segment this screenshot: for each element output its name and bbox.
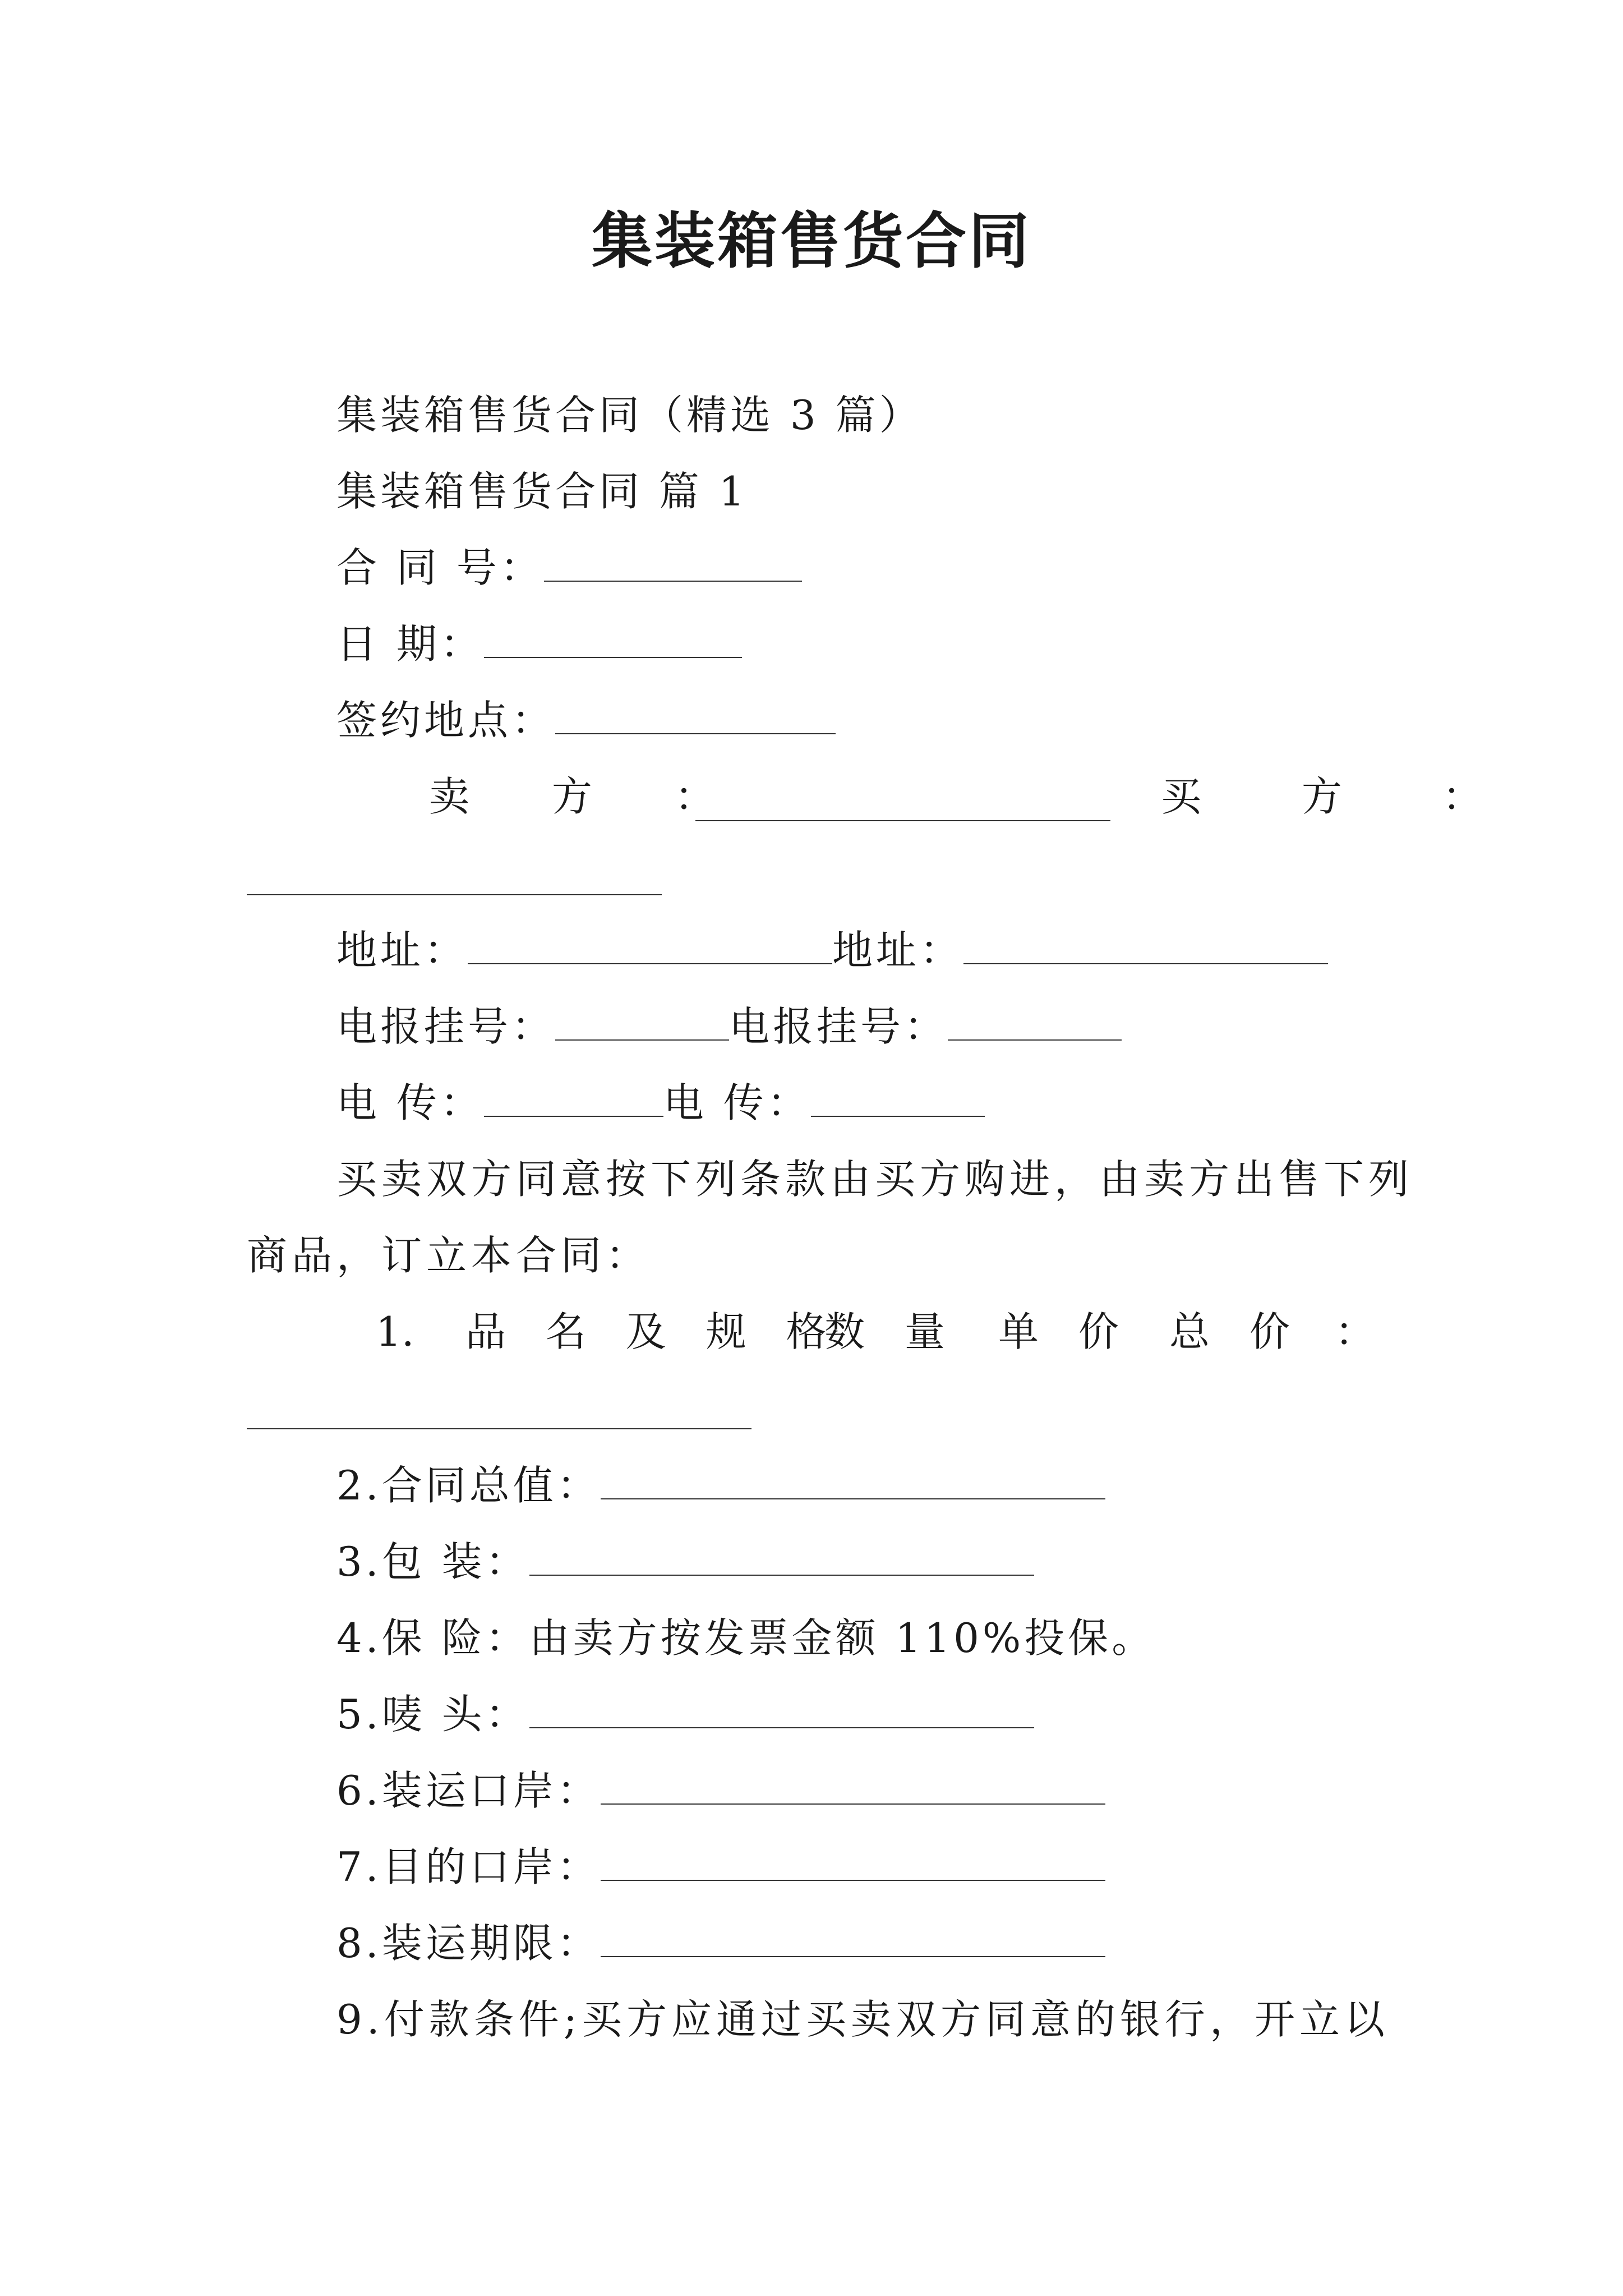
- seller-blank[interactable]: [695, 785, 1110, 821]
- item8-blank[interactable]: [601, 1921, 1105, 1957]
- seller-address-label: 地址：: [336, 927, 468, 974]
- item9-line: 9.付款条件;买方应通过买卖双方同意的银行，开立以: [336, 1996, 1389, 2043]
- contract-no-row: [336, 540, 802, 596]
- item5-blank[interactable]: [529, 1692, 1034, 1728]
- item7-row: [336, 1839, 1105, 1895]
- item1-total-price: 总 价: [1169, 1308, 1303, 1355]
- sign-place-label: 签约地点：: [336, 697, 556, 744]
- item8-label: 8.装运期限：: [336, 1920, 601, 1967]
- item1-number: 1.: [376, 1308, 414, 1355]
- seller-telegram-label: 电报挂号：: [336, 1003, 556, 1050]
- sign-place-row: [336, 692, 836, 748]
- fax-row: [336, 1075, 985, 1131]
- item1-unit-price: 单 价: [998, 1308, 1132, 1355]
- buyer-telegram-blank[interactable]: [948, 1005, 1122, 1041]
- contract-no-blank[interactable]: [544, 546, 802, 582]
- item4-line: 4.保 险：由卖方按发票金额 110%投保。: [336, 1614, 1156, 1662]
- item3-blank[interactable]: [529, 1540, 1034, 1576]
- buyer-address-blank[interactable]: [963, 928, 1328, 964]
- buyer-address-label: 地址：: [832, 927, 964, 974]
- item5-label: 5.唛 头：: [336, 1691, 529, 1738]
- item2-row: [336, 1457, 1105, 1513]
- part-heading: 集装箱售货合同 篇 1: [336, 468, 748, 515]
- item6-label: 6.装运口岸：: [336, 1767, 601, 1814]
- buyer-fax-blank[interactable]: [811, 1081, 985, 1117]
- date-label: 日 期：: [336, 620, 484, 668]
- item2-blank[interactable]: [601, 1464, 1105, 1499]
- contract-no-label: 合 同 号：: [336, 544, 544, 591]
- address-row: [336, 922, 1328, 978]
- document-title: 集装箱售货合同: [591, 206, 1031, 277]
- item1-quantity: 数 量: [824, 1308, 958, 1355]
- item1-name-spec: 品 名 及 规 格: [465, 1308, 840, 1355]
- telegram-row: [336, 999, 1122, 1055]
- seller-address-blank[interactable]: [468, 928, 832, 964]
- item6-blank[interactable]: [601, 1769, 1105, 1805]
- item7-label: 7.目的口岸：: [336, 1843, 601, 1890]
- item1-blank[interactable]: [247, 1393, 751, 1429]
- item3-row: [336, 1534, 1034, 1590]
- intro-line-1: 买卖双方同意按下列条款由买方购进，由卖方出售下列: [336, 1156, 1414, 1203]
- buyer-telegram-label: 电报挂号：: [729, 1003, 948, 1050]
- seller-label: 卖 方 ：: [429, 773, 750, 820]
- item7-blank[interactable]: [601, 1845, 1105, 1881]
- buyer-blank[interactable]: [247, 859, 662, 895]
- item1-colon: ：: [1335, 1308, 1376, 1355]
- item5-row: [336, 1686, 1034, 1742]
- item6-row: [336, 1763, 1105, 1819]
- sign-place-blank[interactable]: [555, 698, 836, 734]
- date-blank[interactable]: [484, 622, 742, 658]
- item8-row: [336, 1915, 1105, 1971]
- item2-label: 2.合同总值：: [336, 1462, 601, 1509]
- seller-fax-label: 电 传：: [336, 1079, 484, 1126]
- buyer-label: 买 方 ：: [1161, 773, 1527, 820]
- date-row: [336, 616, 742, 672]
- buyer-fax-label: 电 传：: [663, 1079, 811, 1126]
- seller-fax-blank[interactable]: [484, 1081, 663, 1117]
- intro-line-2: 商品，订立本合同：: [247, 1232, 651, 1279]
- subtitle: 集装箱售货合同（精选 3 篇）: [336, 392, 923, 439]
- item3-label: 3.包 装：: [336, 1538, 529, 1585]
- seller-telegram-blank[interactable]: [555, 1005, 729, 1041]
